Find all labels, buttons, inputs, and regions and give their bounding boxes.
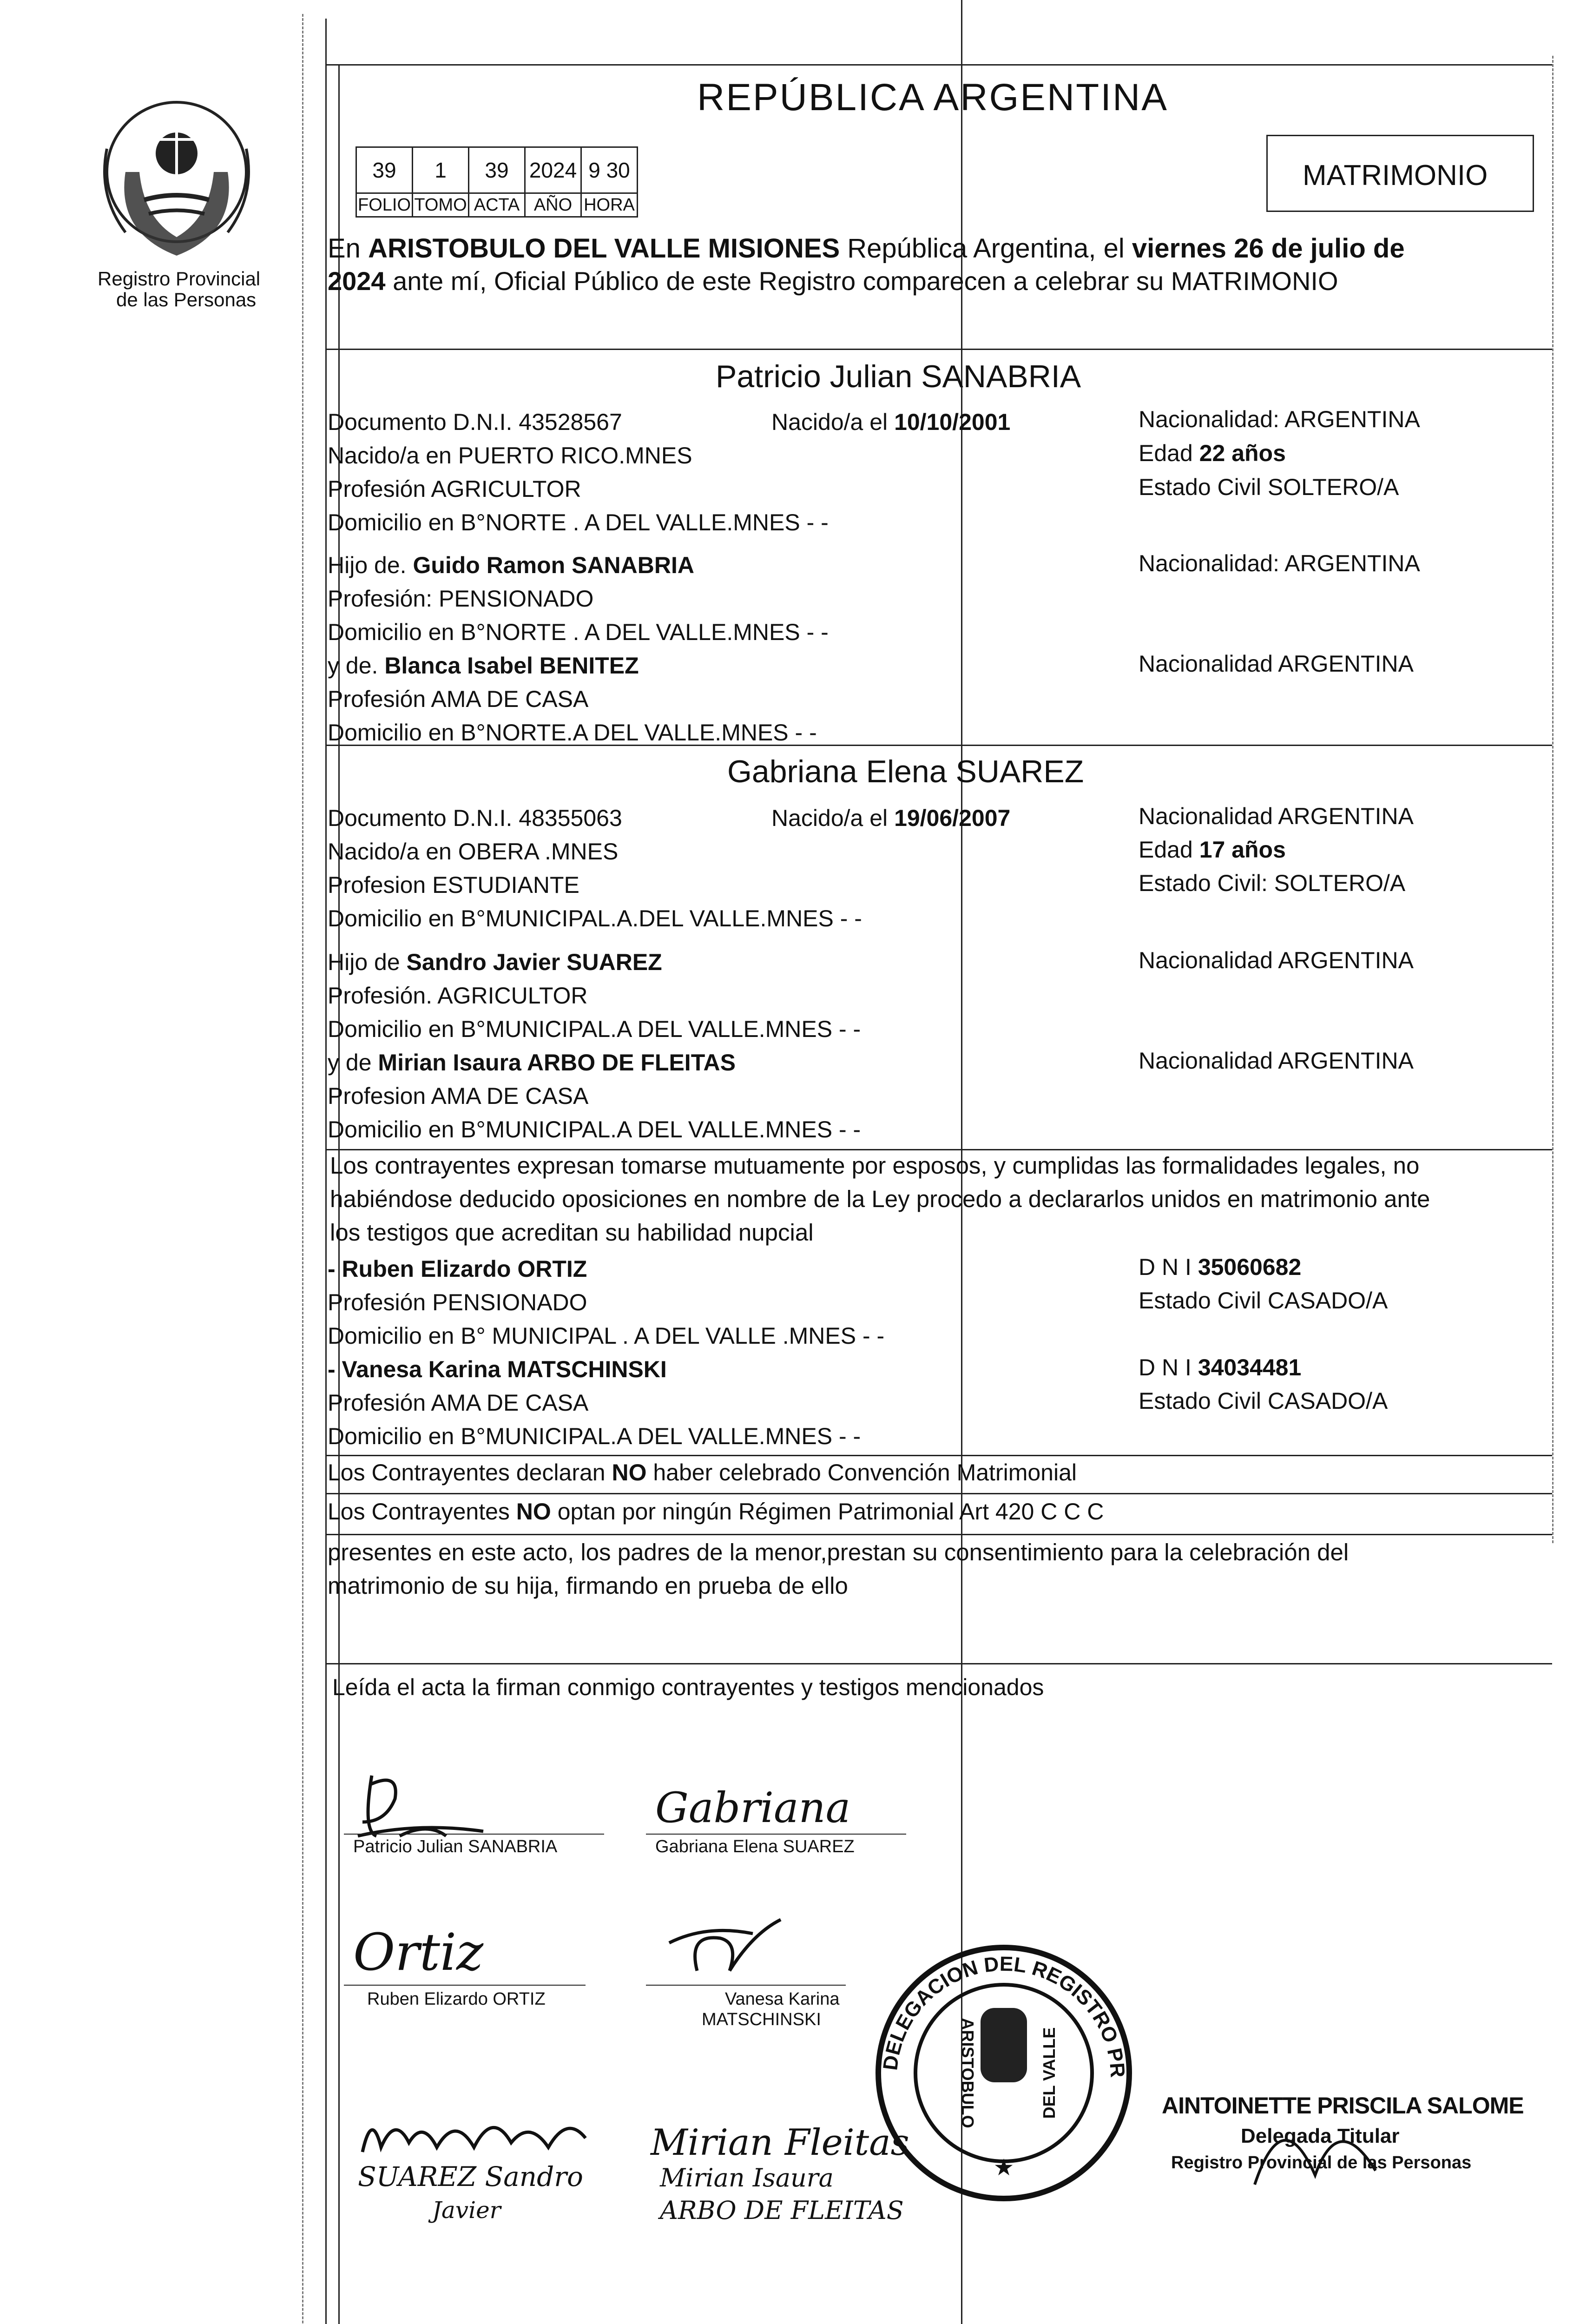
intro-line-1: En ARISTOBULO DEL VALLE MISIONES República Argentina, el viernes 26 de julio de: [328, 233, 1405, 264]
bride-mother-address: Domicilio en B°MUNICIPAL.A DEL VALLE.MNES - -: [328, 1116, 861, 1142]
groom-name: Patricio Julian SANABRIA: [716, 359, 1081, 394]
groom-mother-profession: Profesión AMA DE CASA: [328, 686, 589, 712]
groom-mother-address: Domicilio en B°NORTE.A DEL VALLE.MNES - -: [328, 720, 817, 746]
witness2-signature-caption-1: Vanesa Karina: [725, 1989, 840, 2009]
svg-text:★: ★: [993, 2154, 1014, 2181]
folio-value: 39: [356, 147, 413, 193]
witness2-signature: [660, 1915, 809, 1985]
bride-mother-handwriting-1: Mirian Isaura: [660, 2163, 834, 2192]
hour-value: 9 30: [581, 147, 638, 193]
groom-mother: y de. Blanca Isabel BENITEZ: [328, 653, 639, 679]
official-registry: Registro Provincial de las Personas: [1171, 2153, 1472, 2172]
official-title: Delegada Titular: [1241, 2125, 1400, 2147]
registry-name-line1: Registro Provincial: [98, 268, 261, 290]
witness1-signature-caption: Ruben Elizardo ORTIZ: [367, 1989, 546, 2009]
clause-parents-consent-2: matrimonio de su hija, firmando en prueba de ello: [328, 1572, 848, 1599]
clause-regime: Los Contrayentes NO optan por ningún Régimen Patrimonial Art 420 C C C: [328, 1499, 1104, 1525]
bride-mother: y de Mirian Isaura ARBO DE FLEITAS: [328, 1050, 736, 1076]
bride-born: Nacido/a el 19/06/2007: [771, 805, 1011, 831]
bride-mother-profession: Profesion AMA DE CASA: [328, 1083, 589, 1109]
bride-signature-caption: Gabriana Elena SUAREZ: [655, 1837, 855, 1856]
witness2-address: Domicilio en B°MUNICIPAL.A DEL VALLE.MNES - -: [328, 1423, 861, 1449]
bride-address: Domicilio en B°MUNICIPAL.A.DEL VALLE.MNES - -: [328, 905, 862, 931]
groom-signature-caption: Patricio Julian SANABRIA: [353, 1837, 558, 1856]
groom-mother-nationality: Nacionalidad ARGENTINA: [1139, 651, 1414, 677]
right-margin-dash: [1552, 56, 1554, 1543]
place: ARISTOBULO DEL VALLE MISIONES: [368, 233, 840, 264]
witness-section-bottom: [325, 1455, 1552, 1456]
witness2-profession: Profesión AMA DE CASA: [328, 1390, 589, 1416]
clause3-bottom: [325, 1663, 1552, 1664]
groom-address: Domicilio en B°NORTE . A DEL VALLE.MNES - -: [328, 509, 829, 535]
registry-delegation-seal: [861, 1915, 1139, 2203]
svg-text:DEL VALLE: DEL VALLE: [1040, 2027, 1059, 2119]
clause-convention: Los Contrayentes declaran NO haber celebrado Convención Matrimonial: [328, 1459, 1077, 1486]
bride-mother-handwriting-2: ARBO DE FLEITAS: [660, 2196, 904, 2225]
official-stamp: [1162, 2092, 1524, 2194]
clause-parents-consent-1: presentes en este acto, los padres de la menor,prestan su consentimiento para la celebración del: [328, 1539, 1349, 1565]
witness2-signature-scribble-icon: [660, 1915, 809, 1985]
bride-father-profession: Profesión. AGRICULTOR: [328, 983, 588, 1009]
groom-age: Edad 22 años: [1139, 440, 1286, 466]
intro-bottom-border: [325, 349, 1552, 350]
bride-mother-nationality: Nacionalidad ARGENTINA: [1139, 1048, 1414, 1074]
witness1-dni: D N I 35060682: [1139, 1254, 1302, 1280]
province-coat-of-arms-icon: [88, 79, 265, 279]
top-border: [325, 64, 1552, 66]
date: viernes 26 de julio de: [1132, 233, 1405, 264]
groom-father-address: Domicilio en B°NORTE . A DEL VALLE.MNES - -: [328, 619, 829, 645]
year-value: 2024: [525, 147, 581, 193]
bride-mother-handwriting-0: Mirian Fleitas: [651, 2122, 909, 2164]
svg-text:ARISTOBULO: ARISTOBULO: [958, 2018, 977, 2128]
official-signature-scribble-icon: [1162, 2092, 1524, 2194]
declaration-line-2: habiéndose deducido oposiciones en nombre de la Ley procedo a declararlos unidos en matrimonio ante: [330, 1186, 1430, 1212]
acta-value: 39: [469, 147, 525, 193]
groom-doc: Documento D.N.I. 43528567: [328, 409, 622, 435]
bride-father-handwriting-2: Javier: [432, 2197, 501, 2224]
folio-label: FOLIO: [356, 193, 413, 217]
witness1-signature-handwriting: Ortiz: [353, 1922, 484, 1982]
witness2-civil-status: Estado Civil CASADO/A: [1139, 1388, 1388, 1414]
groom-father-profession: Profesión: PENSIONADO: [328, 586, 594, 612]
groom-father: Hijo de. Guido Ramon SANABRIA: [328, 552, 694, 578]
svg-text:DELEGACION DEL REGISTRO PROVIN: DELEGACION DEL REGISTRO PROVINCIAL DE LAS PERSONAS: [861, 1915, 1129, 2079]
declaration-line-3: los testigos que acreditan su habilidad nupcial: [330, 1219, 814, 1246]
declaration-line-1: Los contrayentes expresan tomarse mutuamente por esposos, y cumplidas las formalidades legales, no: [330, 1152, 1420, 1179]
bride-birthplace: Nacido/a en OBERA .MNES: [328, 838, 619, 865]
groom-birthplace: Nacido/a en PUERTO RICO.MNES: [328, 442, 692, 469]
bride-doc: Documento D.N.I. 48355063: [328, 805, 622, 831]
hour-label: HORA: [581, 193, 638, 217]
witness2-signature-line: [646, 1985, 846, 1986]
witness1-signature-line: [344, 1985, 586, 1986]
bride-section-bottom: [325, 1149, 1552, 1150]
doc-type-label: MATRIMONIO: [1303, 159, 1488, 191]
bride-age: Edad 17 años: [1139, 837, 1286, 863]
bride-signature-handwriting: Gabriana: [655, 1783, 851, 1832]
clause2-bottom: [325, 1534, 1552, 1535]
bride-civil-status: Estado Civil: SOLTERO/A: [1139, 870, 1406, 896]
year: 2024: [328, 266, 386, 296]
bride-name: Gabriana Elena SUAREZ: [727, 754, 1084, 789]
official-name: AINTOINETTE PRISCILA SALOME: [1162, 2093, 1524, 2119]
witness1-address: Domicilio en B° MUNICIPAL . A DEL VALLE .MNES - -: [328, 1323, 885, 1349]
registry-logo: [88, 79, 265, 310]
clause1-bottom: [325, 1493, 1552, 1494]
bride-father-nationality: Nacionalidad ARGENTINA: [1139, 947, 1414, 973]
delegation-seal-icon: [861, 1915, 1139, 2203]
year-label: AÑO: [525, 193, 581, 217]
left-frame-line: [325, 19, 327, 2324]
bride-father-address: Domicilio en B°MUNICIPAL.A DEL VALLE.MNES - -: [328, 1016, 861, 1042]
bride-nationality: Nacionalidad ARGENTINA: [1139, 803, 1414, 829]
witness1-name: - Ruben Elizardo ORTIZ: [328, 1256, 587, 1282]
country-title: REPÚBLICA ARGENTINA: [697, 76, 1168, 119]
bride-father: Hijo de Sandro Javier SUAREZ: [328, 949, 662, 975]
witness1-civil-status: Estado Civil CASADO/A: [1139, 1287, 1388, 1314]
groom-nationality: Nacionalidad: ARGENTINA: [1139, 406, 1420, 432]
bride-father-signature: [353, 2106, 595, 2166]
groom-born: Nacido/a el 10/10/2001: [771, 409, 1011, 435]
intro-line-2: 2024 ante mí, Oficial Público de este Registro comparecen a celebrar su MATRIMONIO: [328, 266, 1338, 296]
left-margin-dash: [302, 14, 303, 2324]
witness1-profession: Profesión PENSIONADO: [328, 1289, 587, 1315]
witness2-signature-caption-2: MATSCHINSKI: [702, 2010, 821, 2029]
tomo-label: TOMO: [413, 193, 469, 217]
clause-read-and-signed: Leída el acta la firman conmigo contrayentes y testigos mencionados: [332, 1674, 1044, 1700]
acta-label: ACTA: [469, 193, 525, 217]
bride-father-handwriting-1: SUAREZ Sandro: [358, 2161, 583, 2192]
registry-name-line2: de las Personas: [116, 289, 257, 310]
groom-signature-line: [344, 1834, 604, 1835]
bride-signature-line: [646, 1834, 906, 1835]
witness2-name: - Vanesa Karina MATSCHINSKI: [328, 1356, 667, 1382]
bride-father-signature-scribble-icon: [353, 2106, 595, 2166]
groom-father-nationality: Nacionalidad: ARGENTINA: [1139, 550, 1420, 576]
doc-type-box: [1266, 135, 1534, 212]
act-metadata-table: [356, 146, 638, 218]
tomo-value: 1: [413, 147, 469, 193]
witness2-dni: D N I 34034481: [1139, 1354, 1302, 1380]
bride-profession: Profesion ESTUDIANTE: [328, 872, 579, 898]
groom-civil-status: Estado Civil SOLTERO/A: [1139, 474, 1399, 500]
groom-profession: Profesión AGRICULTOR: [328, 476, 581, 502]
